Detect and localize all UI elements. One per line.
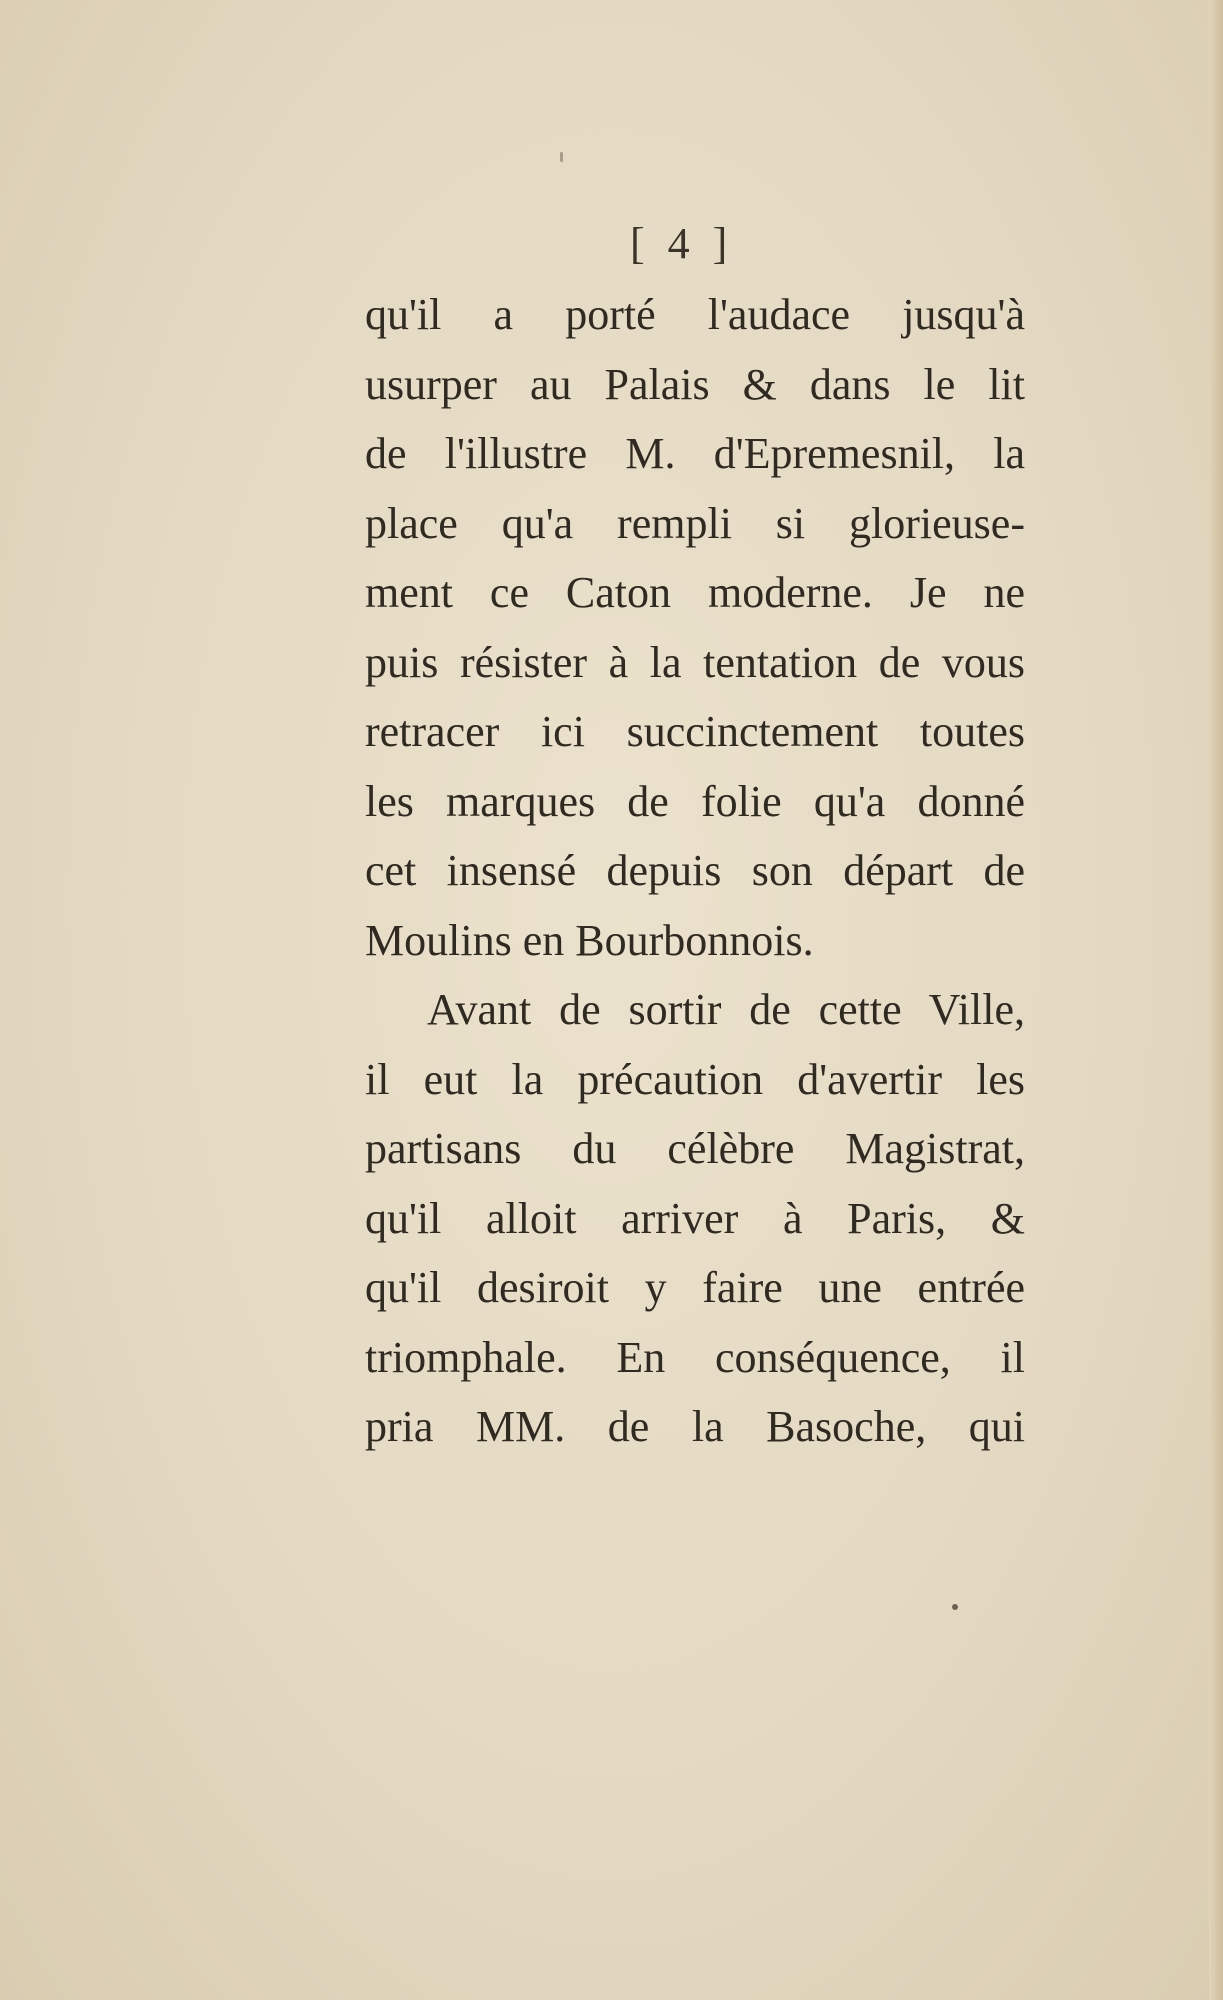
text-line: triomphale. En conséquence, il [365,1332,1025,1382]
text-line: usurper au Palais & dans le lit [365,359,1025,409]
text-line: Avant de sortir de cette Ville, [427,985,1025,1034]
text-line: de l'illustre M. d'Epremesnil, la [365,429,1025,478]
text-line: puis résister à la tentation de vous [365,637,1025,687]
text-line: cet insensé depuis son départ de [365,846,1025,895]
text-line: qu'il alloit arriver à Paris, & [365,1193,1025,1243]
text-line: partisans du célèbre Magistrat, [365,1124,1025,1173]
text-line: qu'il a porté l'audace jusqu'à [365,290,1025,339]
page-edge [1209,0,1223,2000]
text-line: retracer ici succinctement toutes [365,707,1025,756]
page-number: [ 4 ] [630,219,734,268]
text-line: ment ce Caton moderne. Je ne [365,568,1025,617]
text-line: Moulins en Bourbonnois. [365,915,814,965]
text-line: place qu'a rempli si glorieuse- [365,498,1025,548]
paper-speck [560,152,563,162]
text-line: pria MM. de la Basoche, qui [365,1402,1025,1451]
text-line: les marques de folie qu'a donné [365,776,1025,826]
text-line: qu'il desiroit y faire une entrée [365,1263,1025,1312]
body-text [365,280,1025,1462]
paper-speck [952,1604,958,1610]
text-line: il eut la précaution d'avertir les [365,1054,1025,1104]
